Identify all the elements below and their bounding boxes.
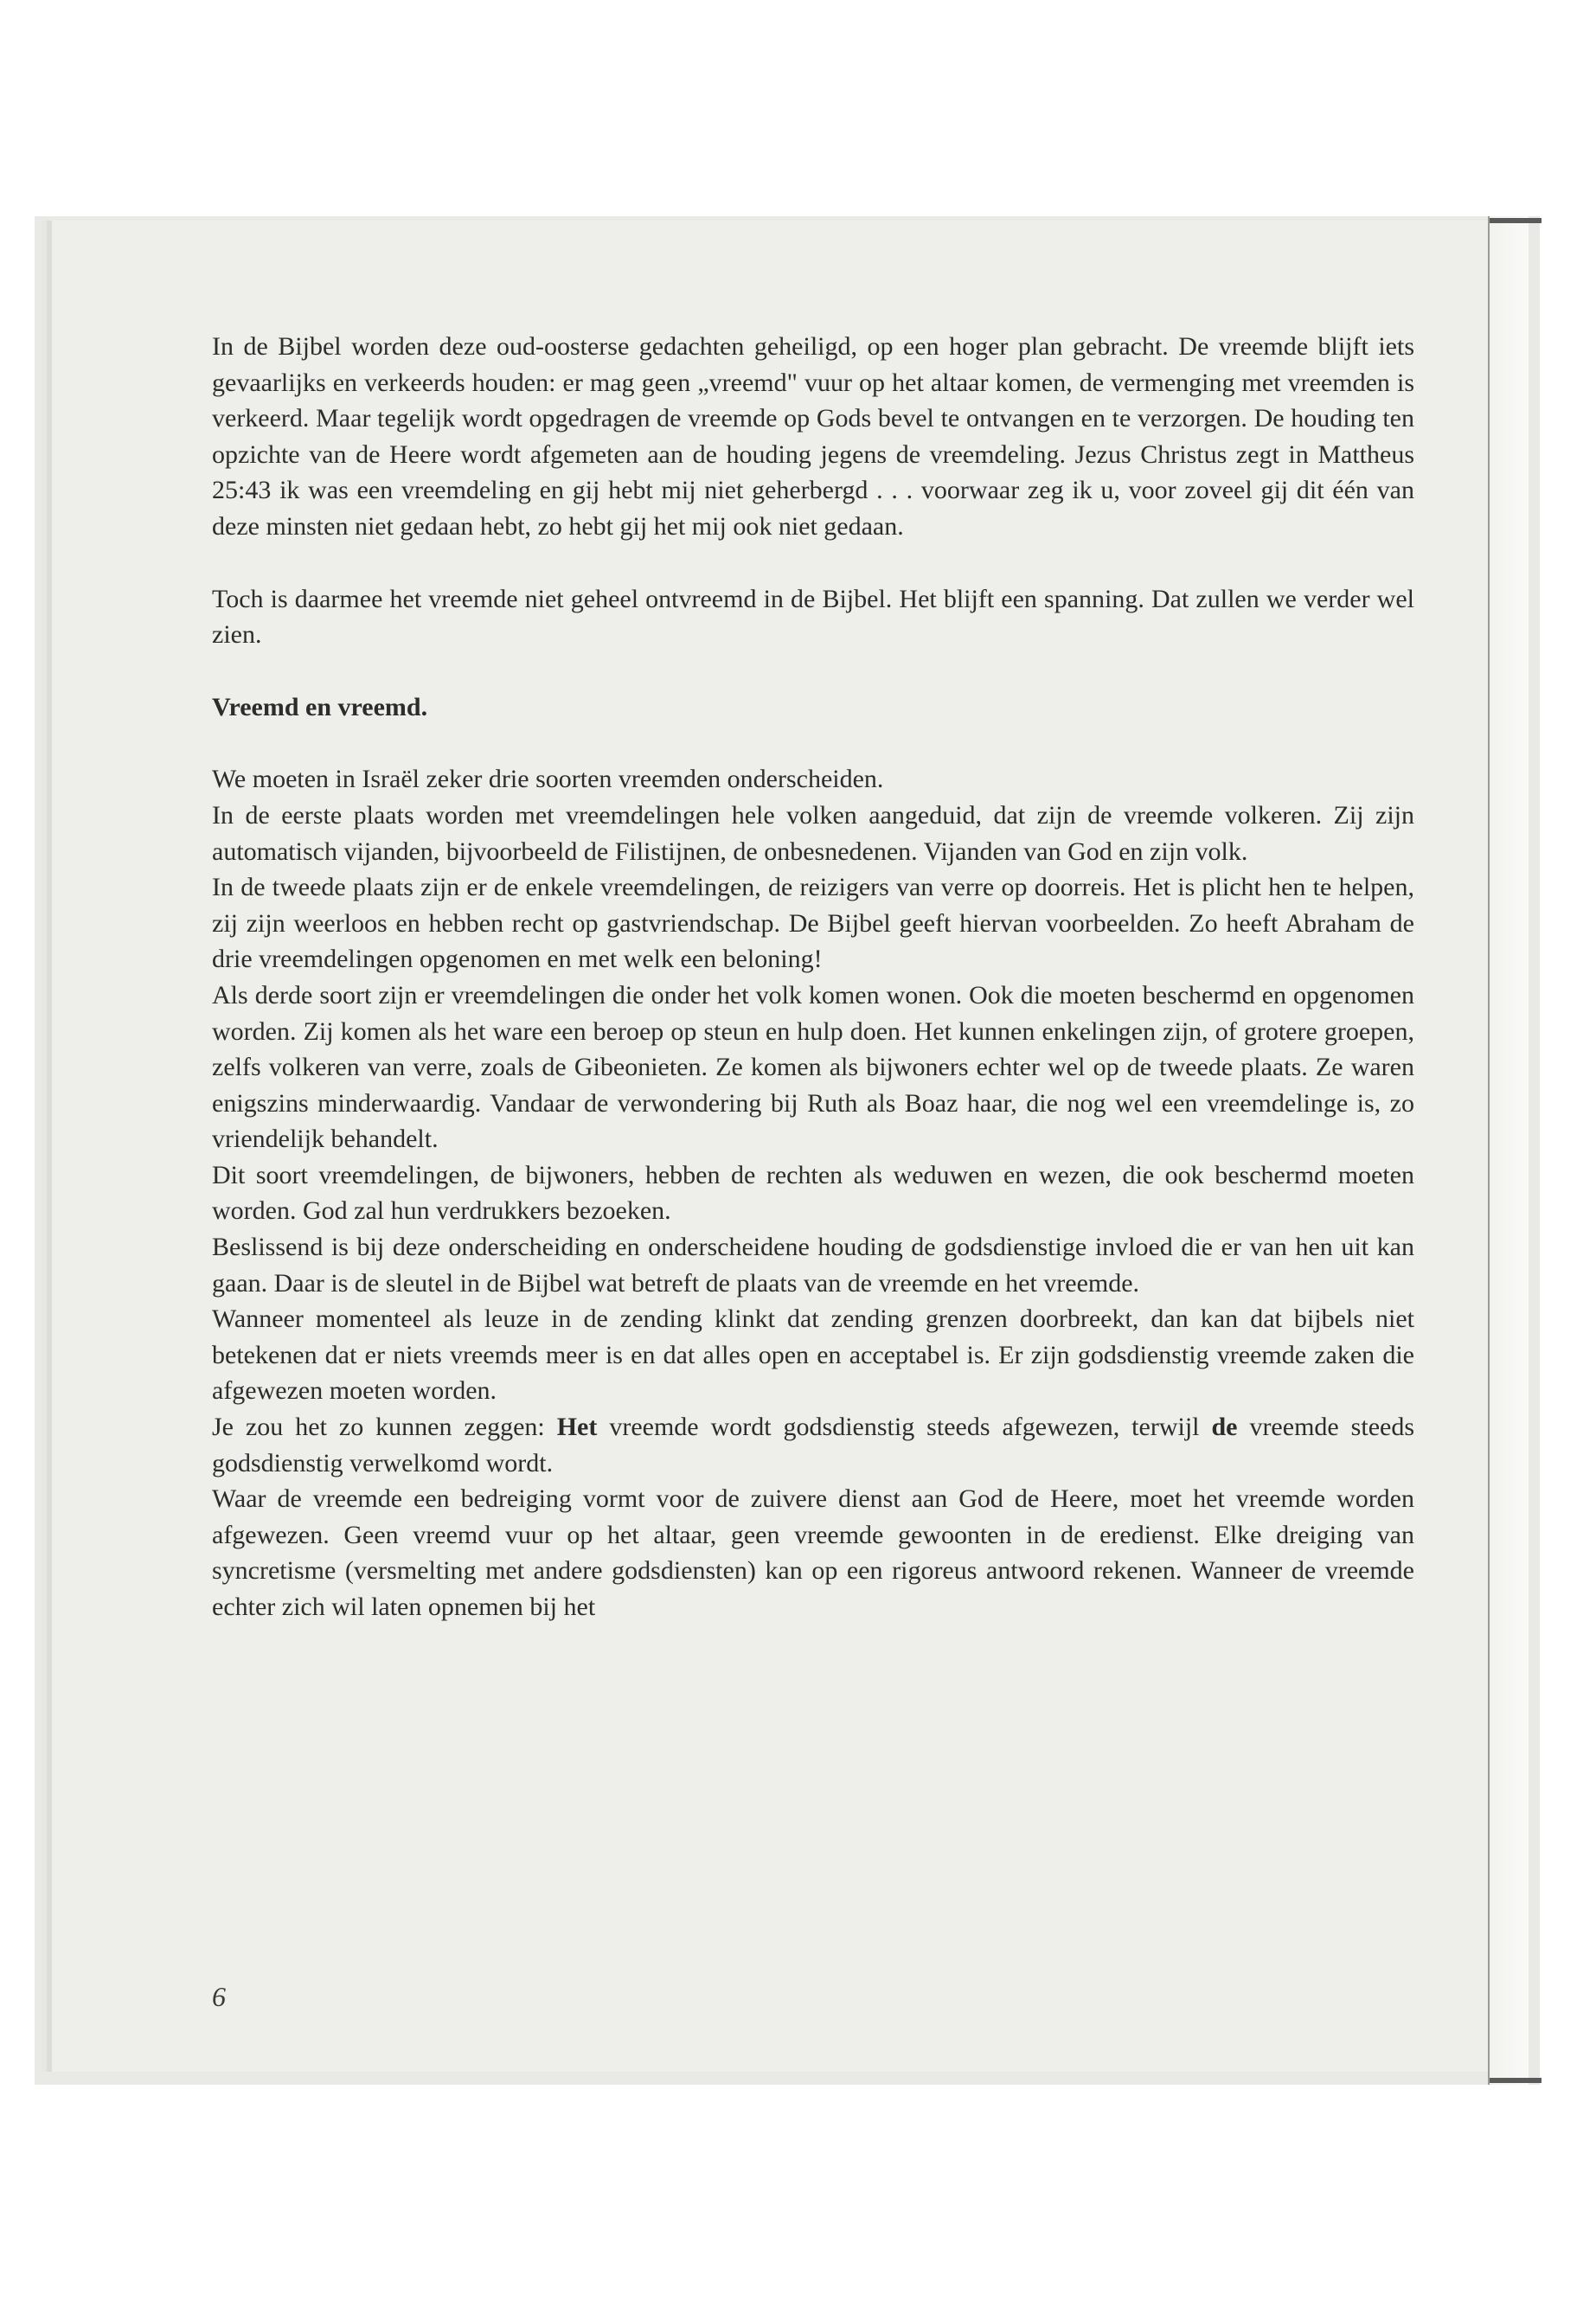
- bold-word: Het: [556, 1413, 598, 1442]
- bold-word: de: [1211, 1413, 1238, 1442]
- paragraph: Dit soort vreemdelingen, de bijwoners, hebben de rechten als weduwen en wezen, die ook beschermd moeten worden. God zal hun verdrukkers bezoeken.: [212, 1160, 1414, 1226]
- text-run: Je zou het zo kunnen zeggen:: [212, 1413, 557, 1442]
- paragraph: Waar de vreemde een bedreiging vormt voor de zuivere dienst aan God de Heere, moet het vreemde worden afgewezen. Geen vreemd vuur op het altaar, geen vreemde gewoonten in de eredienst. Elke dreiging van syncretisme (versmelting met andere godsdiensten) kan op een rigoreus antwoord rekenen. Wanneer de vreemde echter zich wil laten opnemen bij het: [212, 1484, 1414, 1621]
- page-edge-cap-top: [1490, 218, 1542, 223]
- text-run: vreemde steeds godsdienstig verwelkomd wordt.: [212, 1413, 1415, 1477]
- paragraph: Beslissend is bij deze onderscheiding en onderscheidene houding de godsdienstige invloed die er van hen uit kan gaan. Daar is de sleutel in de Bijbel wat betreft de plaats van de vreemde en het vreemde.: [212, 1233, 1414, 1298]
- book-page-edge: [1488, 216, 1529, 2085]
- page-text: [212, 329, 1414, 1625]
- paragraph: In de eerste plaats worden met vreemdelingen hele volken aangeduid, dat zijn de vreemde volkeren. Zij zijn automatisch vijanden, bijvoorbeeld de Filistijnen, de onbesnedenen. Vijanden van God en zijn volk.: [212, 800, 1414, 866]
- page-number: 6: [212, 1981, 226, 2012]
- page-edge-cap-bottom: [1490, 2078, 1542, 2083]
- text-run: vreemde wordt godsdienstig steeds afgewezen, terwijl: [597, 1413, 1212, 1442]
- paragraph: In de tweede plaats zijn er de enkele vreemdelingen, de reizigers van verre op doorreis. Het is plicht hen te helpen, zij zijn weerloos en hebben recht op gastvriendschap. De Bijbel geeft hiervan voorbeelden. Zo heeft Abraham de drie vreemdelingen opgenomen en met welk een beloning!: [212, 873, 1414, 974]
- paragraph: Wanneer momenteel als leuze in de zending klinkt dat zending grenzen doorbreekt, dan kan dat bijbels niet betekenen dat er niets vreemds meer is en dat alles open en acceptabel is. Er zijn godsdienstig vreemde zaken die afgewezen moeten worden.: [212, 1304, 1414, 1406]
- section-heading: Vreemd en vreemd.: [212, 692, 428, 721]
- paragraph: In de Bijbel worden deze oud-oosterse gedachten geheiligd, op een hoger plan gebracht. De vreemde blijft iets gevaarlijks en verkeerds houden: er mag geen „vreemd" vuur op het altaar komen, de vermenging met vreemden is verkeerd. Maar tegelijk wordt opgedragen de vreemde op Gods bevel te ontvangen en te verzorgen. De houding ten opzichte van de Heere wordt afgemeten aan de houding jegens de vreemdeling. Jezus Christus zegt in Mattheus 25:43 ik was een vreemdeling en gij hebt mij niet geherbergd . . . voorwaar zeg ik u, voor zoveel gij dit één van deze minsten niet gedaan hebt, zo hebt gij het mij ook niet gedaan.: [212, 332, 1414, 541]
- paragraph: Als derde soort zijn er vreemdelingen die onder het volk komen wonen. Ook die moeten beschermd en opgenomen worden. Zij komen als het ware een beroep op steun en hulp doen. Het kunnen enkelingen zijn, of grotere groepen, zelfs volkeren van verre, zoals de Gibeonieten. Ze komen als bijwoners echter wel op de tweede plaats. Ze waren enigszins minderwaardig. Vandaar de verwondering bij Ruth als Boaz haar, die nog wel een vreemdelinge is, zo vriendelijk behandelt.: [212, 980, 1414, 1154]
- paragraph-with-bold: [212, 1409, 1414, 1481]
- paragraph: Toch is daarmee het vreemde niet geheel ontvreemd in de Bijbel. Het blijft een spanning. Dat zullen we verder wel zien.: [212, 584, 1414, 650]
- paragraph: We moeten in Israël zeker drie soorten vreemden onderscheiden.: [212, 765, 884, 794]
